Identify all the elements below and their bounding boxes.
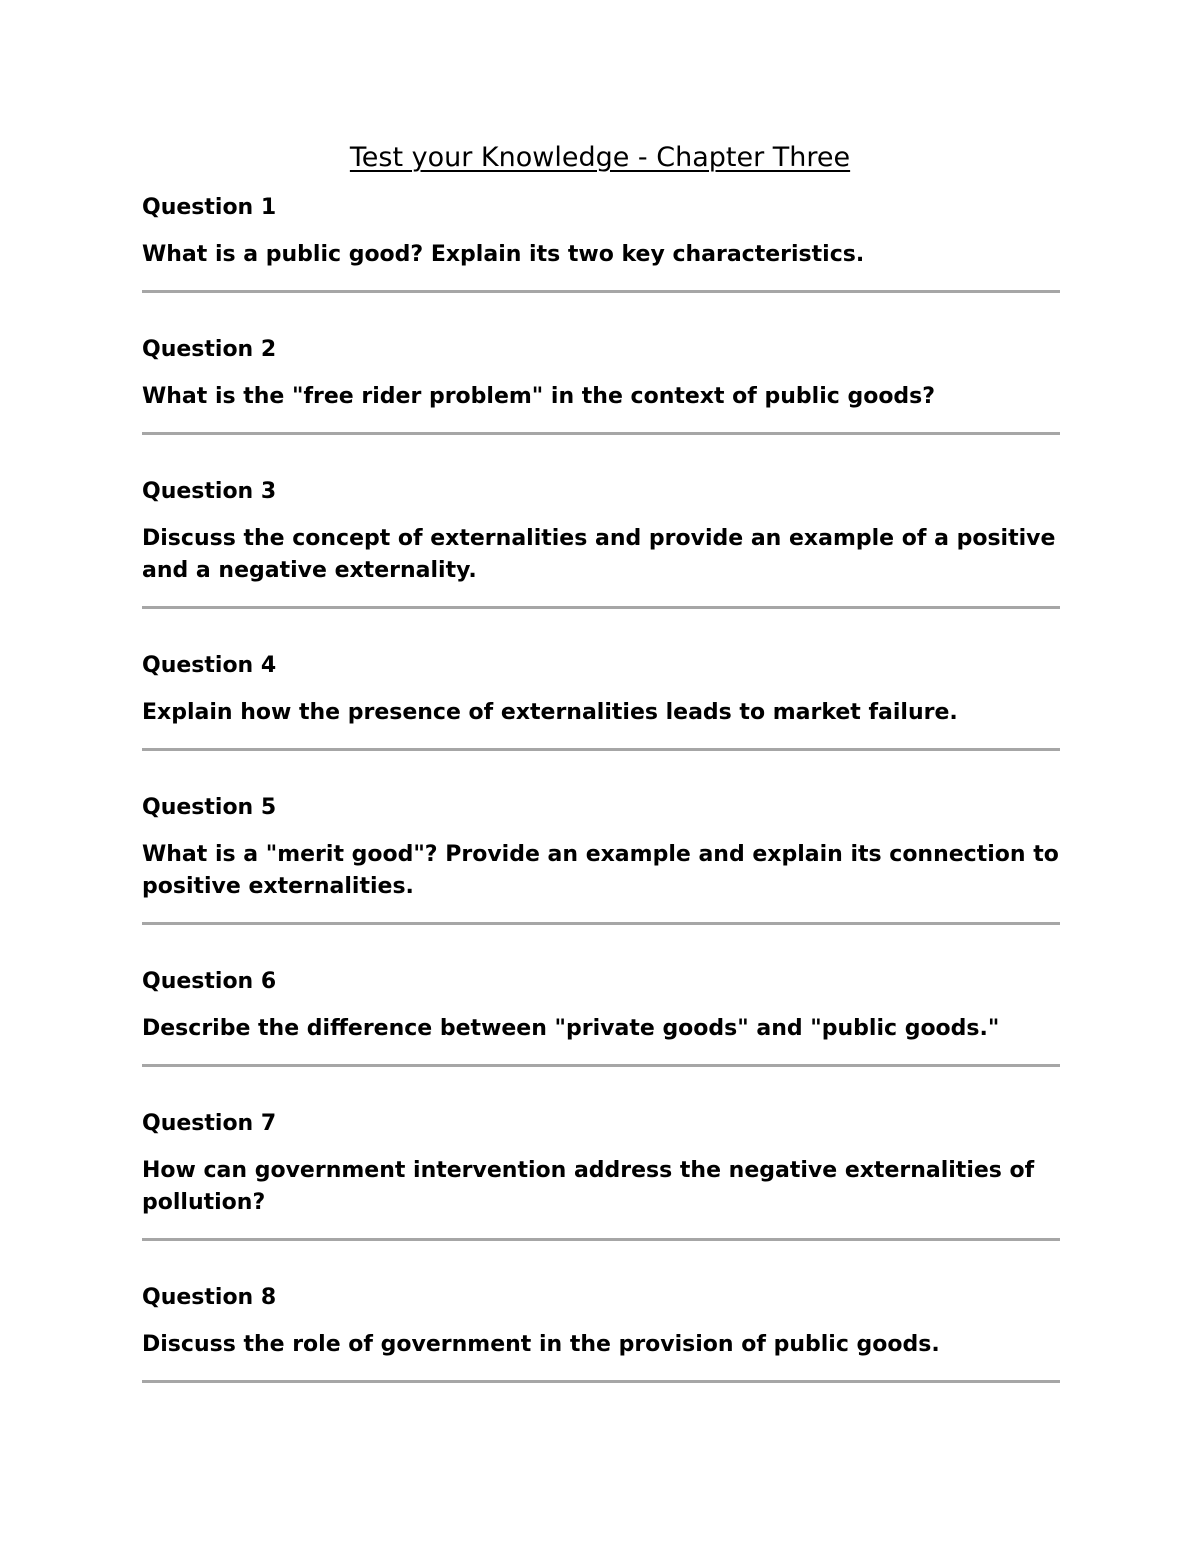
question-item [142, 650, 1060, 751]
question-label: Question 7 [142, 1111, 277, 1136]
question-text: What is a "merit good"? Provide an example and explain its connection to positive externalities. [142, 842, 1059, 899]
question-label: Question 6 [142, 969, 277, 994]
question-text: Describe the difference between "private goods" and "public goods." [142, 1016, 1000, 1041]
question-item [142, 334, 1060, 435]
answer-divider [142, 1064, 1060, 1067]
answer-divider [142, 432, 1060, 435]
question-label: Question 2 [142, 337, 277, 362]
question-item [142, 792, 1060, 925]
question-item [142, 192, 1060, 293]
question-item [142, 966, 1060, 1067]
question-label: Question 8 [142, 1285, 277, 1310]
page-title: Test your Knowledge - Chapter Three [349, 142, 851, 173]
answer-divider [142, 1380, 1060, 1383]
answer-divider [142, 290, 1060, 293]
answer-divider [142, 606, 1060, 609]
question-item [142, 1108, 1060, 1241]
question-item [142, 1282, 1060, 1383]
question-label: Question 4 [142, 653, 277, 678]
question-list [142, 192, 1060, 1424]
answer-divider [142, 1238, 1060, 1241]
question-text: What is a public good? Explain its two key characteristics. [142, 242, 865, 267]
question-label: Question 1 [142, 195, 277, 220]
question-text: What is the "free rider problem" in the context of public goods? [142, 384, 936, 409]
question-label: Question 5 [142, 795, 277, 820]
question-text: How can government intervention address the negative externalities of pollution? [142, 1158, 1035, 1215]
question-item [142, 476, 1060, 609]
answer-divider [142, 922, 1060, 925]
answer-divider [142, 748, 1060, 751]
question-text: Discuss the role of government in the provision of public goods. [142, 1332, 940, 1357]
question-text: Discuss the concept of externalities and provide an example of a positive and a negative externality. [142, 526, 1056, 583]
question-label: Question 3 [142, 479, 277, 504]
question-text: Explain how the presence of externalities leads to market failure. [142, 700, 958, 725]
